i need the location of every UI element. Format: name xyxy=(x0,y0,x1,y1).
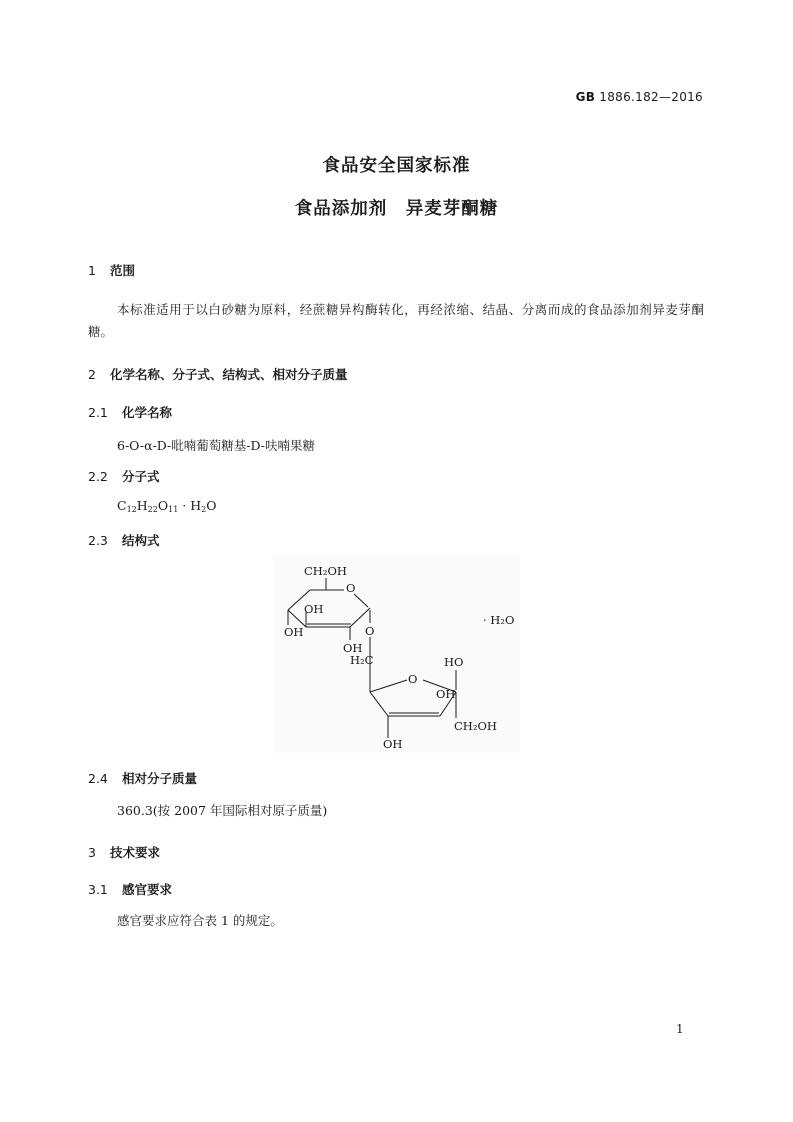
ring-oxygen-bottom-label: O xyxy=(408,672,418,686)
section-2-4-heading xyxy=(88,769,197,787)
molecular-formula: $C_{12}H_{22}O_{11} \cdot H_2O$ xyxy=(117,498,217,514)
standard-number: 1886.182—2016 xyxy=(599,90,703,104)
sensory-requirement-text: 感官要求应符合表 1 的规定。 xyxy=(117,913,283,928)
hydroxyl-label: OH xyxy=(343,641,363,655)
section-1-paragraph: 本标准适用于以白砂糖为原料，经蔗糖异构酶转化，再经浓缩、结晶、分离而成的食品添加剂异麦芽酮糖。 xyxy=(88,302,704,339)
section-number: 3.1 xyxy=(88,882,108,897)
section-number: 2.2 xyxy=(88,469,108,484)
section-number: 2.3 xyxy=(88,533,108,548)
section-number: 3 xyxy=(88,845,96,860)
standard-prefix: GB xyxy=(575,90,596,104)
section-number: 1 xyxy=(88,263,96,278)
ho-label: HO xyxy=(444,655,464,669)
hydroxyl-label: OH xyxy=(436,687,456,701)
section-title: 化学名称、分子式、结构式、相对分子质量 xyxy=(110,367,348,382)
page-number: 1 xyxy=(676,1022,684,1036)
chemical-name: 6-O-α-D-吡喃葡萄糖基-D-呋喃果糖 xyxy=(117,438,315,453)
section-number: 2.4 xyxy=(88,771,108,786)
section-title: 结构式 xyxy=(122,533,160,548)
h2c-label: H₂C xyxy=(350,653,374,667)
link-oxygen-label: O xyxy=(365,624,375,638)
hydroxyl-label: OH xyxy=(284,625,304,639)
section-3-heading xyxy=(88,843,160,861)
ch2oh-top-label: CH₂OH xyxy=(304,564,347,578)
section-title: 相对分子质量 xyxy=(122,771,198,786)
section-number: 2 xyxy=(88,367,96,382)
hydroxyl-label: OH xyxy=(383,737,403,751)
molecular-mass: 360.3(按 2007 年国际相对原子质量) xyxy=(117,803,328,818)
water-label: · H₂O xyxy=(483,613,515,627)
section-title: 范围 xyxy=(110,263,136,278)
section-title: 分子式 xyxy=(122,469,160,484)
document-title: 食品安全国家标准 xyxy=(322,156,471,176)
section-title: 感官要求 xyxy=(122,882,173,897)
section-3-1-heading xyxy=(88,880,172,898)
section-title: 化学名称 xyxy=(122,405,173,420)
ring-oxygen-top-label: O xyxy=(346,581,356,595)
ch2oh-bottom-label: CH₂OH xyxy=(454,719,497,733)
hydroxyl-label: OH xyxy=(304,602,324,616)
section-title: 技术要求 xyxy=(110,845,161,860)
document-subtitle: 食品添加剂 异麦芽酮糖 xyxy=(294,199,499,219)
section-number: 2.1 xyxy=(88,405,108,420)
